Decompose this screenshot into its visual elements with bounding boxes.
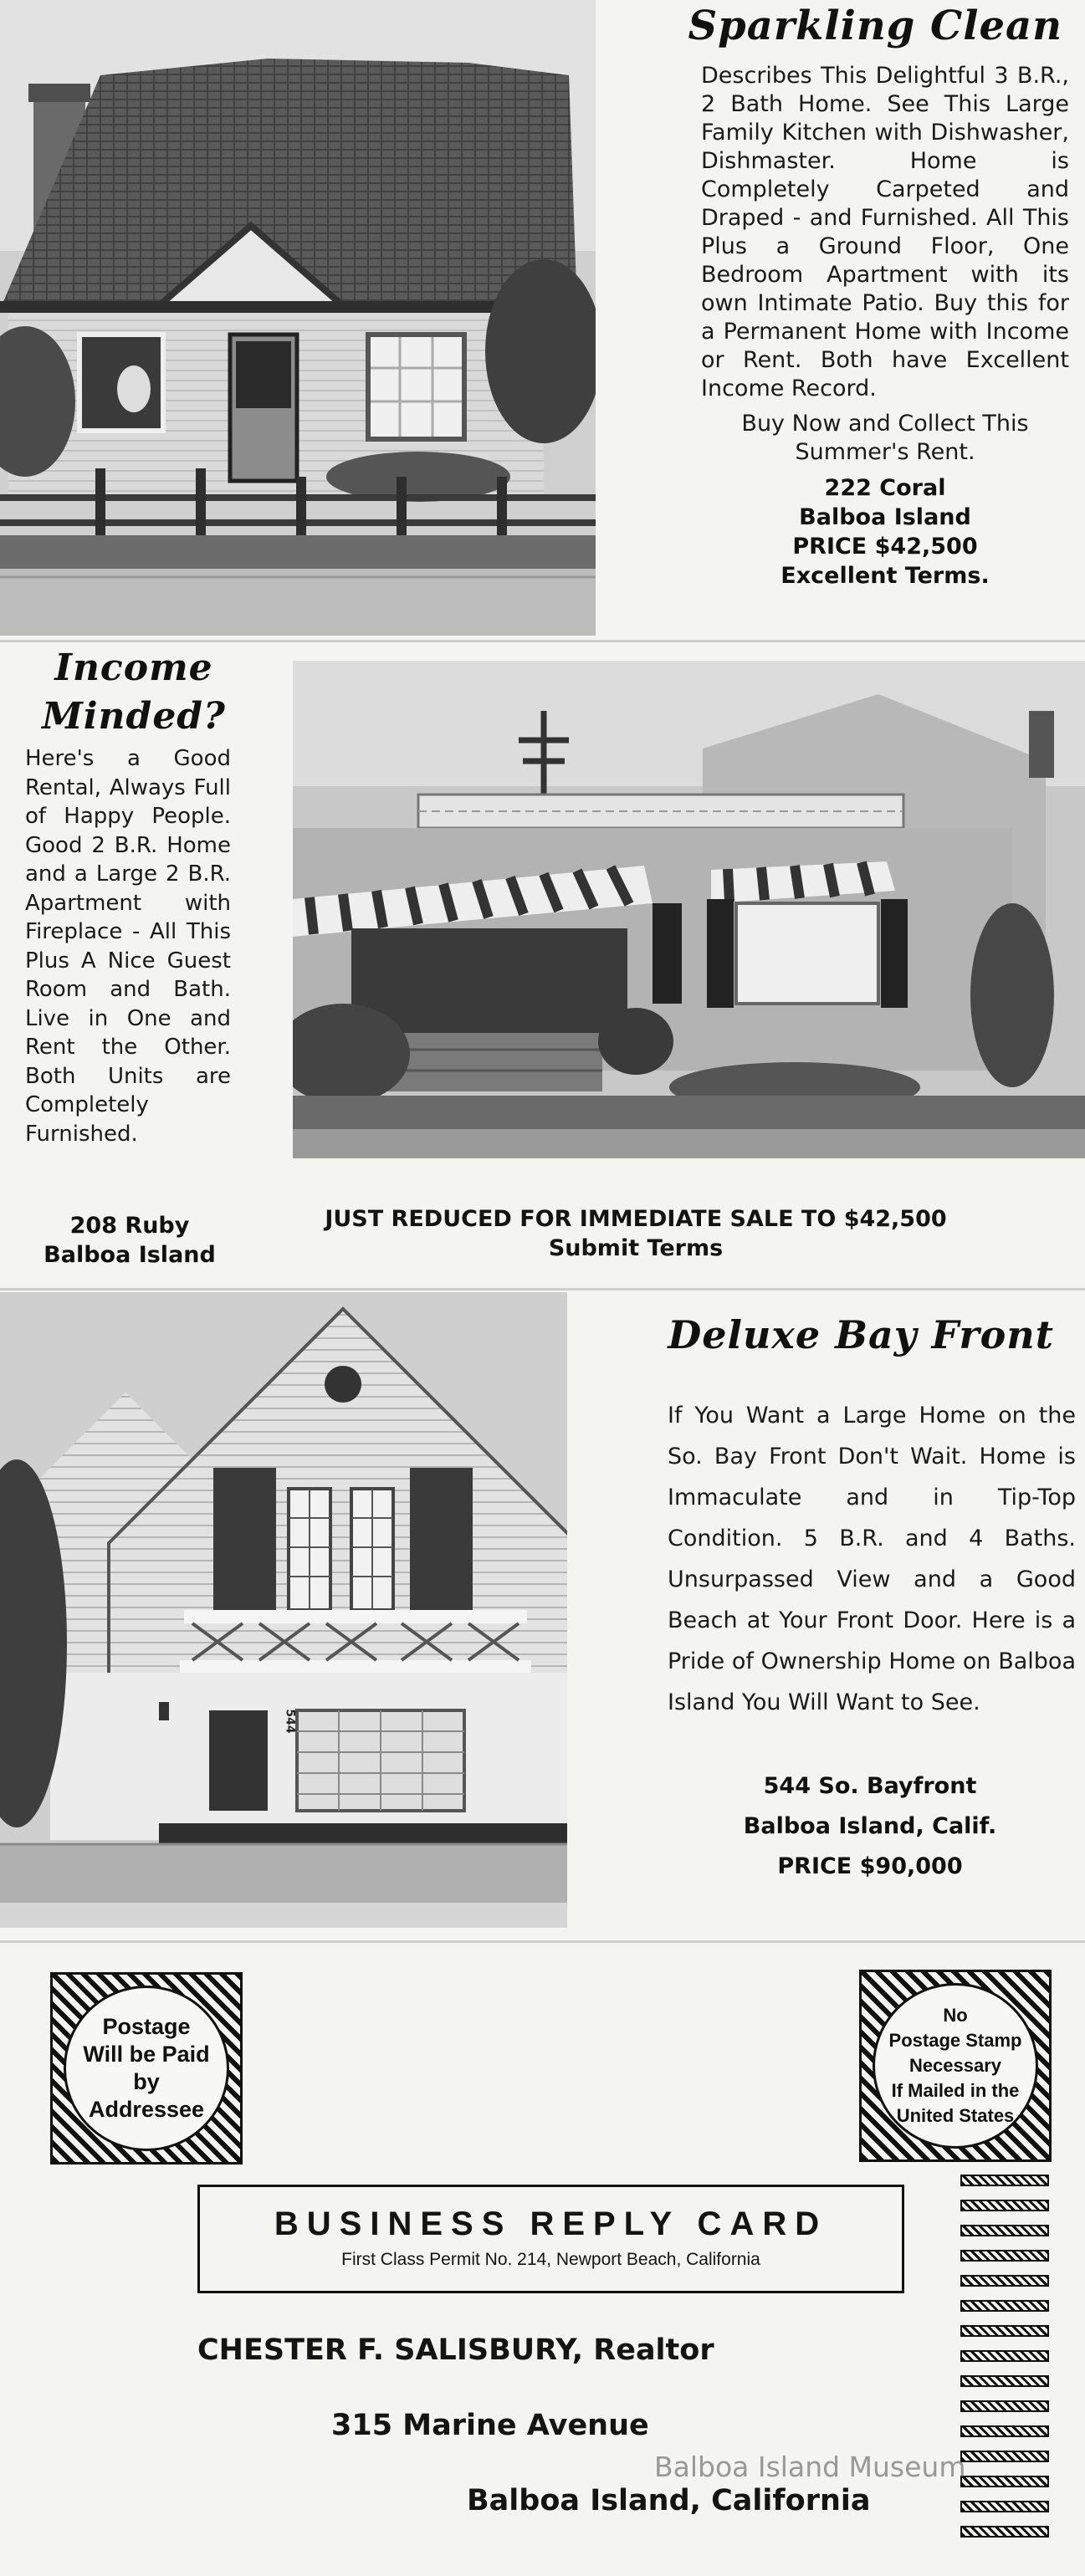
listing3-island: Balboa Island, Calif.	[743, 1813, 997, 1839]
postal-bar	[960, 2400, 1049, 2412]
listing2-terms: Submit Terms	[548, 1235, 724, 1261]
postal-bar	[960, 2350, 1049, 2362]
postage-paid-indicia	[50, 1972, 243, 2165]
house-photo-544-bayfront	[0, 1292, 567, 1928]
reply-card-title: BUSINESS REPLY CARD	[274, 2205, 828, 2242]
postal-bar	[960, 2250, 1049, 2262]
listing2-heading	[25, 644, 243, 741]
postal-bar	[960, 2200, 1049, 2211]
reply-card-permit: First Class Permit No. 214, Newport Beach, California	[341, 2250, 760, 2269]
listing2-address	[25, 1211, 234, 1270]
postal-bar	[960, 2501, 1049, 2512]
listing3-address	[711, 1766, 1029, 1887]
house-photo-208-ruby	[293, 661, 1085, 1158]
listing1-collect-rent: Buy Now and Collect This Summer's Rent.	[741, 411, 1029, 465]
listing1-description: Describes This Delightful 3 B.R., 2 Bath Home. See This Large Family Kitchen with Dishwasher, Dishmaster. Home is Completely Carpeted and Draped - and Furnished. All This Plus a Ground Floor, One Bedroom Apartment with its own Intimate Patio. Buy this for a Permanent Home with Income or Rent. Both have Excellent Income Record.	[701, 63, 1069, 401]
listing2-heading-line2: Minded?	[42, 695, 226, 738]
listing1-address	[701, 473, 1069, 590]
section-divider	[0, 1940, 1085, 1943]
listing2-island: Balboa Island	[44, 1242, 216, 1268]
listing3-street: 544 So. Bayfront	[763, 1773, 977, 1799]
postal-bar	[960, 2175, 1049, 2186]
listing3-heading: Deluxe Bay Front	[668, 1312, 1054, 1357]
listing3-price: PRICE $90,000	[777, 1853, 963, 1879]
listing1-street: 222 Coral	[824, 475, 946, 501]
listing2-description: Here's a Good Rental, Always Full of Happy People. Good 2 B.R. Home and a Large 2 B.R. Apartment with Fireplace - All This Plus A Nice Guest Room and Bath. Live in One and Rent the Other. Both Units are Completely Furnished.	[25, 746, 231, 1147]
listing2-sale-block	[293, 1204, 979, 1263]
listing1-terms: Excellent Terms.	[780, 563, 990, 589]
postal-bar	[960, 2476, 1049, 2487]
postal-bar	[960, 2225, 1049, 2236]
no-postage-text: No Postage Stamp Necessary If Mailed in the United States	[873, 1983, 1038, 2149]
addressee-city: Balboa Island, California	[467, 2484, 871, 2517]
listing1-heading: Sparkling Clean	[688, 3, 1062, 49]
listing3-description: If You Want a Large Home on the So. Bay Front Don't Wait. Home is Immaculate and in Tip-Top Condition. 5 B.R. and 4 Baths. Unsurpassed View and a Good Beach at Your Front Door. Here is a Pride of Ownership Home on Balboa Island You Will Want to See.	[668, 1403, 1076, 1715]
reply-card-title-box	[197, 2185, 904, 2293]
postal-bar	[960, 2325, 1049, 2337]
postal-bar	[960, 2375, 1049, 2387]
postal-bar	[960, 2275, 1049, 2287]
listing1-island: Balboa Island	[799, 504, 971, 530]
postal-bar	[960, 2425, 1049, 2437]
museum-watermark: Balboa Island Museum	[654, 2451, 966, 2483]
section-divider	[0, 1288, 1085, 1291]
no-postage-indicia	[859, 1970, 1052, 2162]
listing2-street: 208 Ruby	[69, 1213, 190, 1239]
house-number-544: 544	[283, 1709, 297, 1734]
postal-bar-strip	[960, 2175, 1049, 2568]
house-photo-222-coral	[0, 0, 596, 636]
listing1-price: PRICE $42,500	[792, 534, 978, 560]
section-divider	[0, 640, 1085, 642]
postage-paid-text: Postage Will be Paid by Addressee	[64, 1986, 229, 2151]
postal-bar	[960, 2451, 1049, 2462]
postal-bar	[960, 2526, 1049, 2538]
addressee-street: 315 Marine Avenue	[331, 2409, 649, 2442]
listing2-sale-line: JUST REDUCED FOR IMMEDIATE SALE TO $42,500	[325, 1206, 947, 1232]
postal-bar	[960, 2300, 1049, 2312]
listing2-heading-line1: Income	[54, 647, 213, 689]
addressee-name: CHESTER F. SALISBURY, Realtor	[197, 2333, 714, 2367]
